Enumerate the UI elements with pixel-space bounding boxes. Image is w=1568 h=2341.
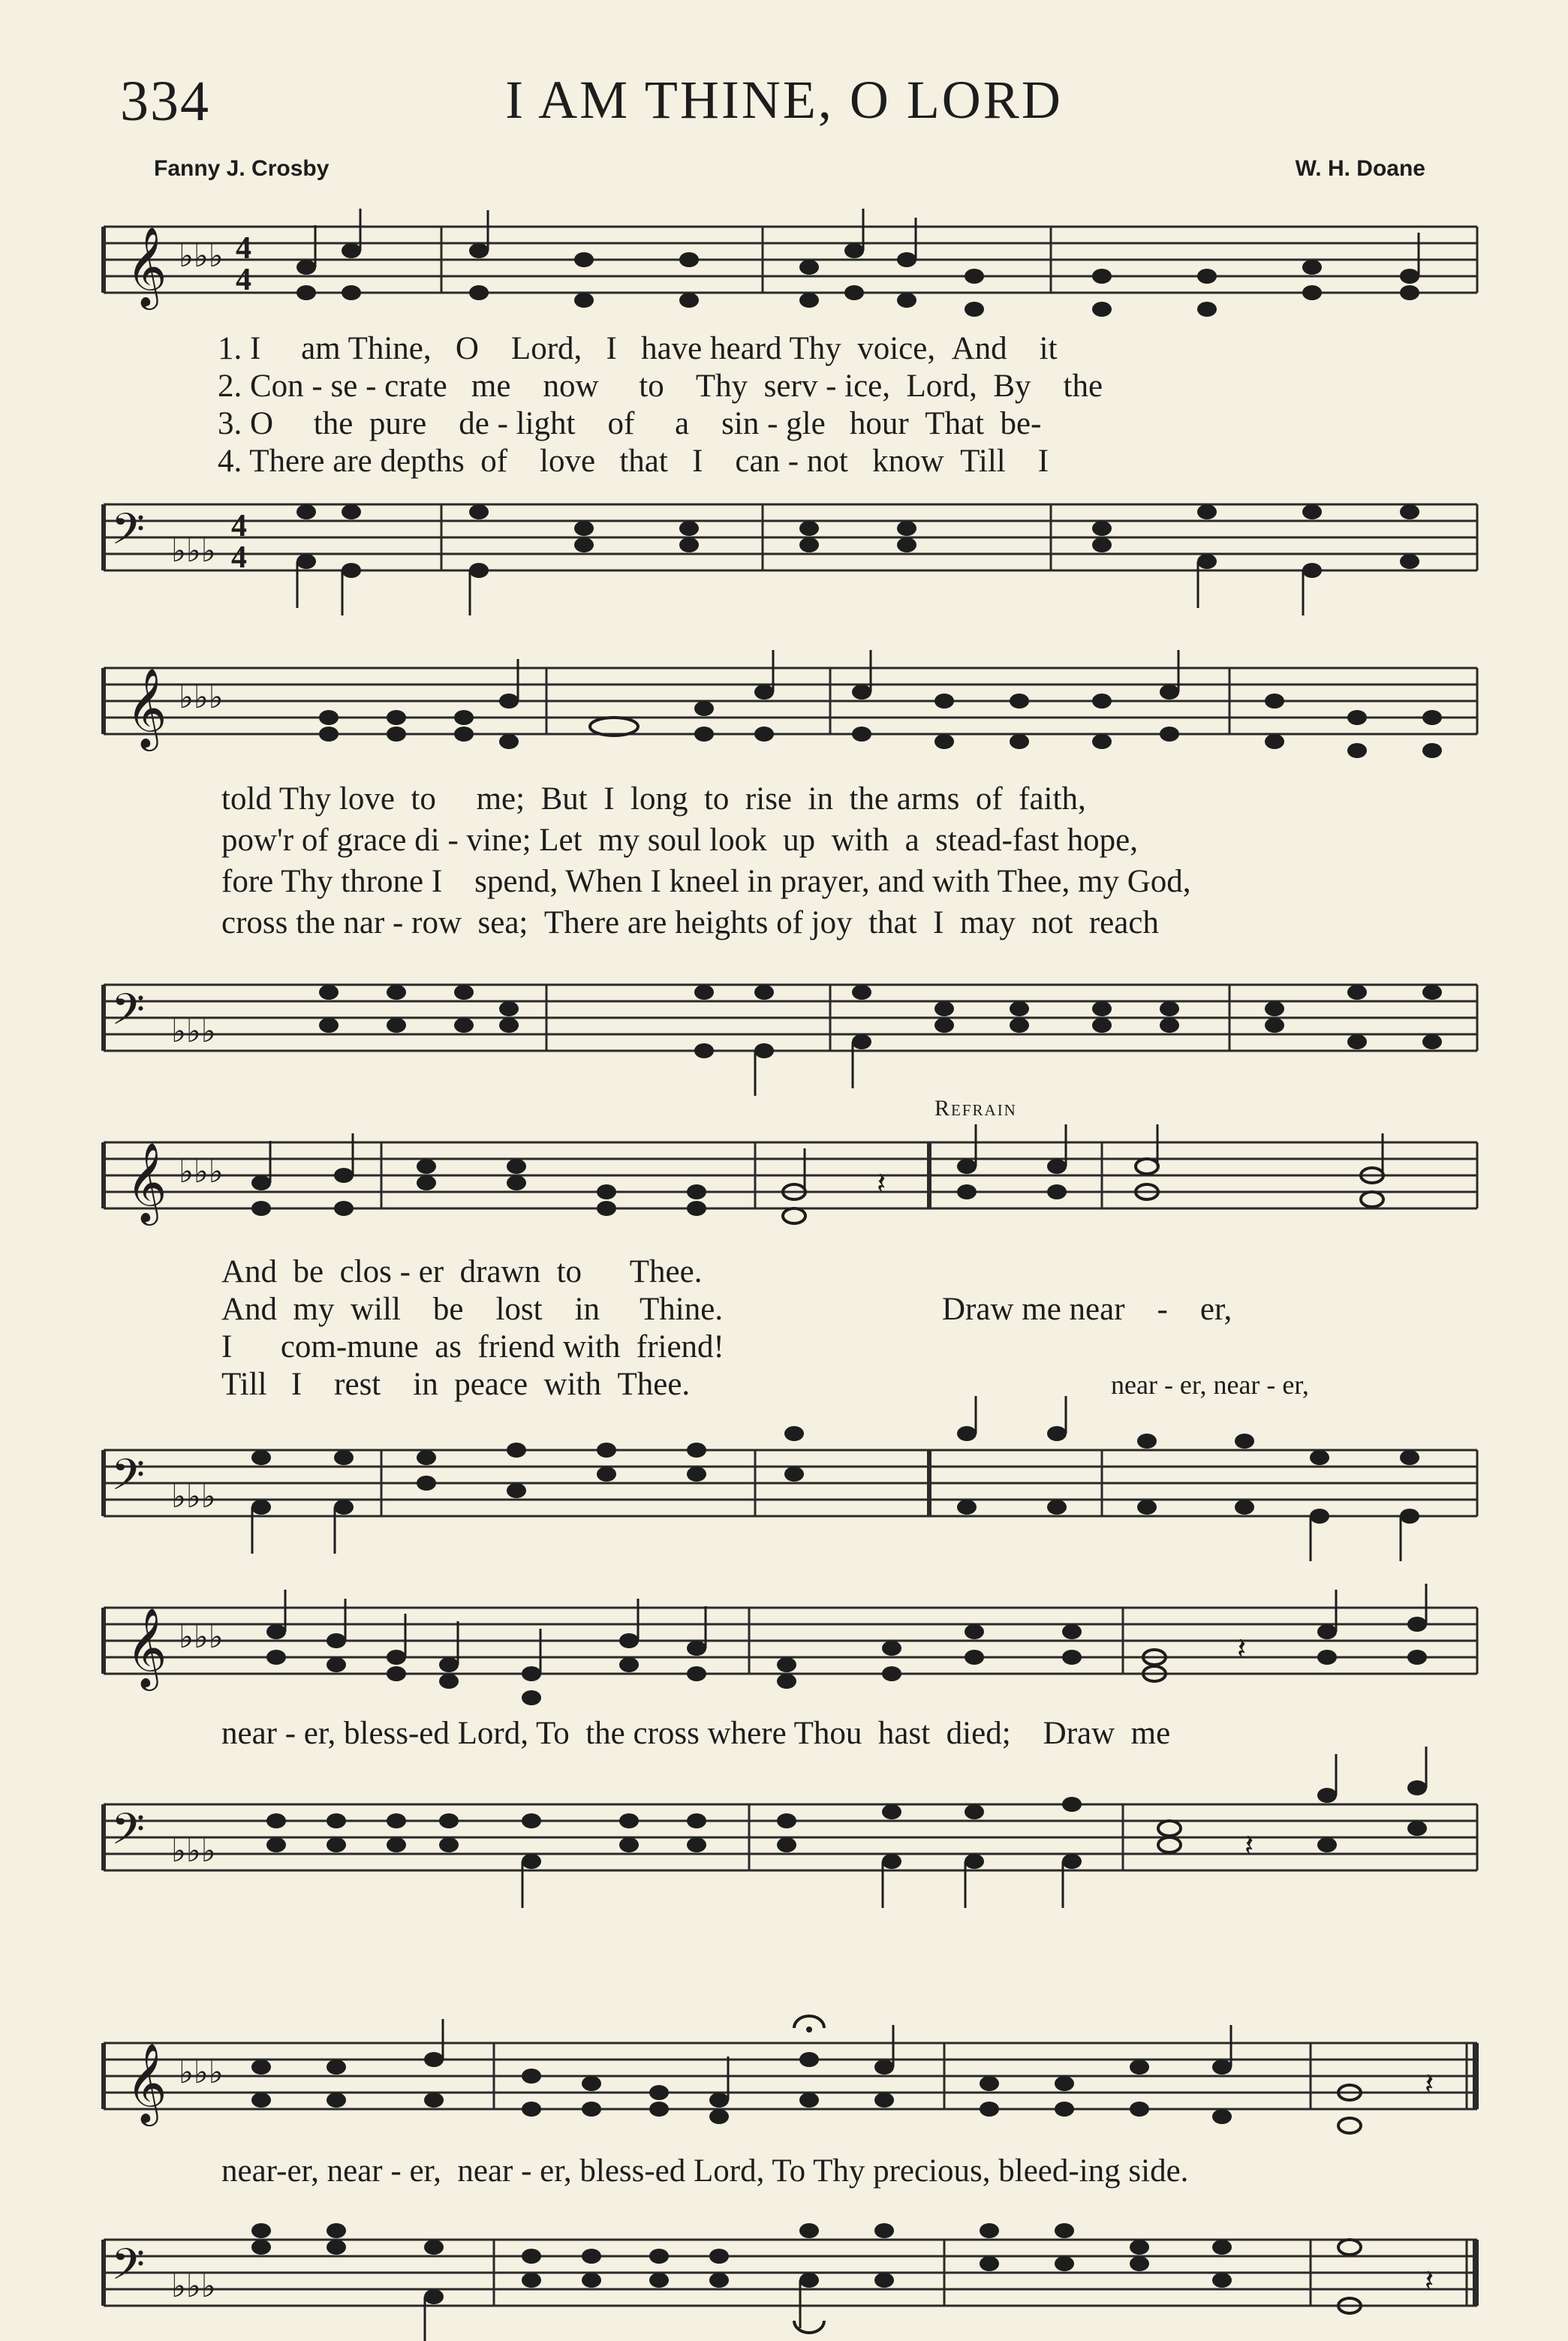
svg-text:♭♭♭: ♭♭♭	[171, 1832, 216, 1869]
svg-text:♭♭♭: ♭♭♭	[179, 1618, 224, 1655]
svg-text:♭♭♭: ♭♭♭	[171, 1478, 216, 1515]
treble-staff	[104, 1606, 1477, 1687]
refrain-alto-lyric: near - er, near - er,	[1111, 1370, 1309, 1400]
svg-text:𝄢: 𝄢	[111, 2239, 146, 2300]
svg-text:♭♭♭: ♭♭♭	[171, 2267, 216, 2304]
treble-staff	[104, 225, 1477, 306]
lyric-refrain-line-1: near - er, bless-ed Lord, To the cross where Thou hast died; Draw me	[221, 1716, 1171, 1751]
treble-staff-lines	[104, 1141, 1477, 1222]
lyric-verse-2: 2. Con - se - crate me now to Thy serv - ice, Lord, By the	[218, 369, 1103, 404]
svg-text:4: 4	[231, 509, 247, 543]
lyric-verse-1: told Thy love to me; But I long to rise in the arms of faith,	[221, 781, 1086, 817]
treble-staff	[104, 1141, 1477, 1222]
refrain-soprano-lyric: Draw me near - er,	[942, 1292, 1232, 1327]
bass-staff-lines	[104, 1449, 1477, 1518]
lyric-verse-2: And my will be lost in Thine.	[221, 1292, 724, 1327]
lyric-verse-1: And be clos - er drawn to Thee.	[221, 1254, 703, 1289]
lyric-verse-2: pow'r of grace di - vine; Let my soul look up with a stead-fast hope,	[221, 823, 1139, 858]
svg-text:𝄞: 𝄞	[126, 2042, 167, 2123]
bass-staff-lines	[104, 983, 1477, 1052]
lyric-verse-4: Till I rest in peace with Thee.	[221, 1367, 691, 1402]
lyric-refrain-line-2: near-er, near - er, near - er, bless-ed Lord, To Thy precious, bleed-ing side.	[221, 2153, 1189, 2189]
lyric-verse-4: cross the nar - row sea; There are heights of joy that I may not reach	[221, 905, 1159, 940]
lyric-verse-3: fore Thy throne I spend, When I kneel in prayer, and with Thee, my God,	[221, 864, 1191, 899]
bass-staff	[104, 1449, 1477, 1518]
lyric-verse-4: 4. There are depths of love that I can - not know Till I	[218, 444, 1049, 479]
lyric-verse-3: I com-mune as friend with friend!	[221, 1329, 724, 1365]
svg-text:𝄞: 𝄞	[126, 667, 167, 748]
svg-text:𝄽: 𝄽	[1425, 2264, 1434, 2297]
lyric-verse-3: 3. O the pure de - light of a sin - gle hour That be-	[218, 406, 1042, 441]
svg-text:𝄢: 𝄢	[111, 504, 146, 565]
bass-staff	[104, 1803, 1477, 1872]
svg-text:♭♭♭: ♭♭♭	[179, 237, 224, 274]
bass-staff-lines	[104, 2238, 1477, 2307]
bass-staff	[104, 2238, 1477, 2307]
lyric-verse-1: 1. I am Thine, O Lord, I have heard Thy voice, And it	[218, 331, 1058, 366]
svg-text:𝄽: 𝄽	[1244, 1828, 1254, 1862]
treble-staff	[104, 2042, 1477, 2123]
hymn-title: I AM THINE, O LORD	[505, 70, 1063, 130]
svg-text:4: 4	[236, 231, 251, 266]
treble-staff-lines	[104, 666, 1477, 748]
svg-text:4: 4	[236, 263, 251, 297]
treble-staff-lines	[104, 225, 1477, 306]
svg-text:𝄢: 𝄢	[111, 1449, 146, 1511]
treble-staff	[104, 666, 1477, 748]
svg-text:𝄢: 𝄢	[111, 1804, 146, 1865]
svg-text:𝄽: 𝄽	[1237, 1632, 1247, 1665]
composer-credit: W. H. Doane	[1295, 156, 1425, 181]
svg-text:𝄞: 𝄞	[126, 1607, 167, 1687]
treble-staff-lines	[104, 2042, 1477, 2123]
hymn-number: 334	[120, 70, 210, 133]
svg-text:𝄞: 𝄞	[126, 1142, 167, 1222]
refrain-label: Refrain	[934, 1096, 1017, 1121]
bass-staff	[104, 983, 1477, 1052]
bass-staff-lines	[104, 503, 1477, 575]
treble-staff-lines	[104, 1606, 1477, 1687]
svg-text:♭♭♭: ♭♭♭	[179, 1153, 224, 1190]
bass-staff	[104, 503, 1477, 575]
svg-text:♭♭♭: ♭♭♭	[171, 1013, 216, 1049]
bass-staff-lines	[104, 1803, 1477, 1872]
svg-text:♭♭♭: ♭♭♭	[171, 532, 216, 569]
svg-text:𝄽: 𝄽	[877, 1166, 886, 1200]
svg-text:𝄽: 𝄽	[1425, 2067, 1434, 2101]
svg-text:𝄢: 𝄢	[111, 984, 146, 1046]
svg-text:♭♭♭: ♭♭♭	[179, 679, 224, 715]
svg-text:𝄞: 𝄞	[126, 226, 167, 306]
svg-text:4: 4	[231, 540, 247, 575]
author-credit: Fanny J. Crosby	[154, 156, 330, 181]
svg-text:♭♭♭: ♭♭♭	[179, 2054, 224, 2090]
